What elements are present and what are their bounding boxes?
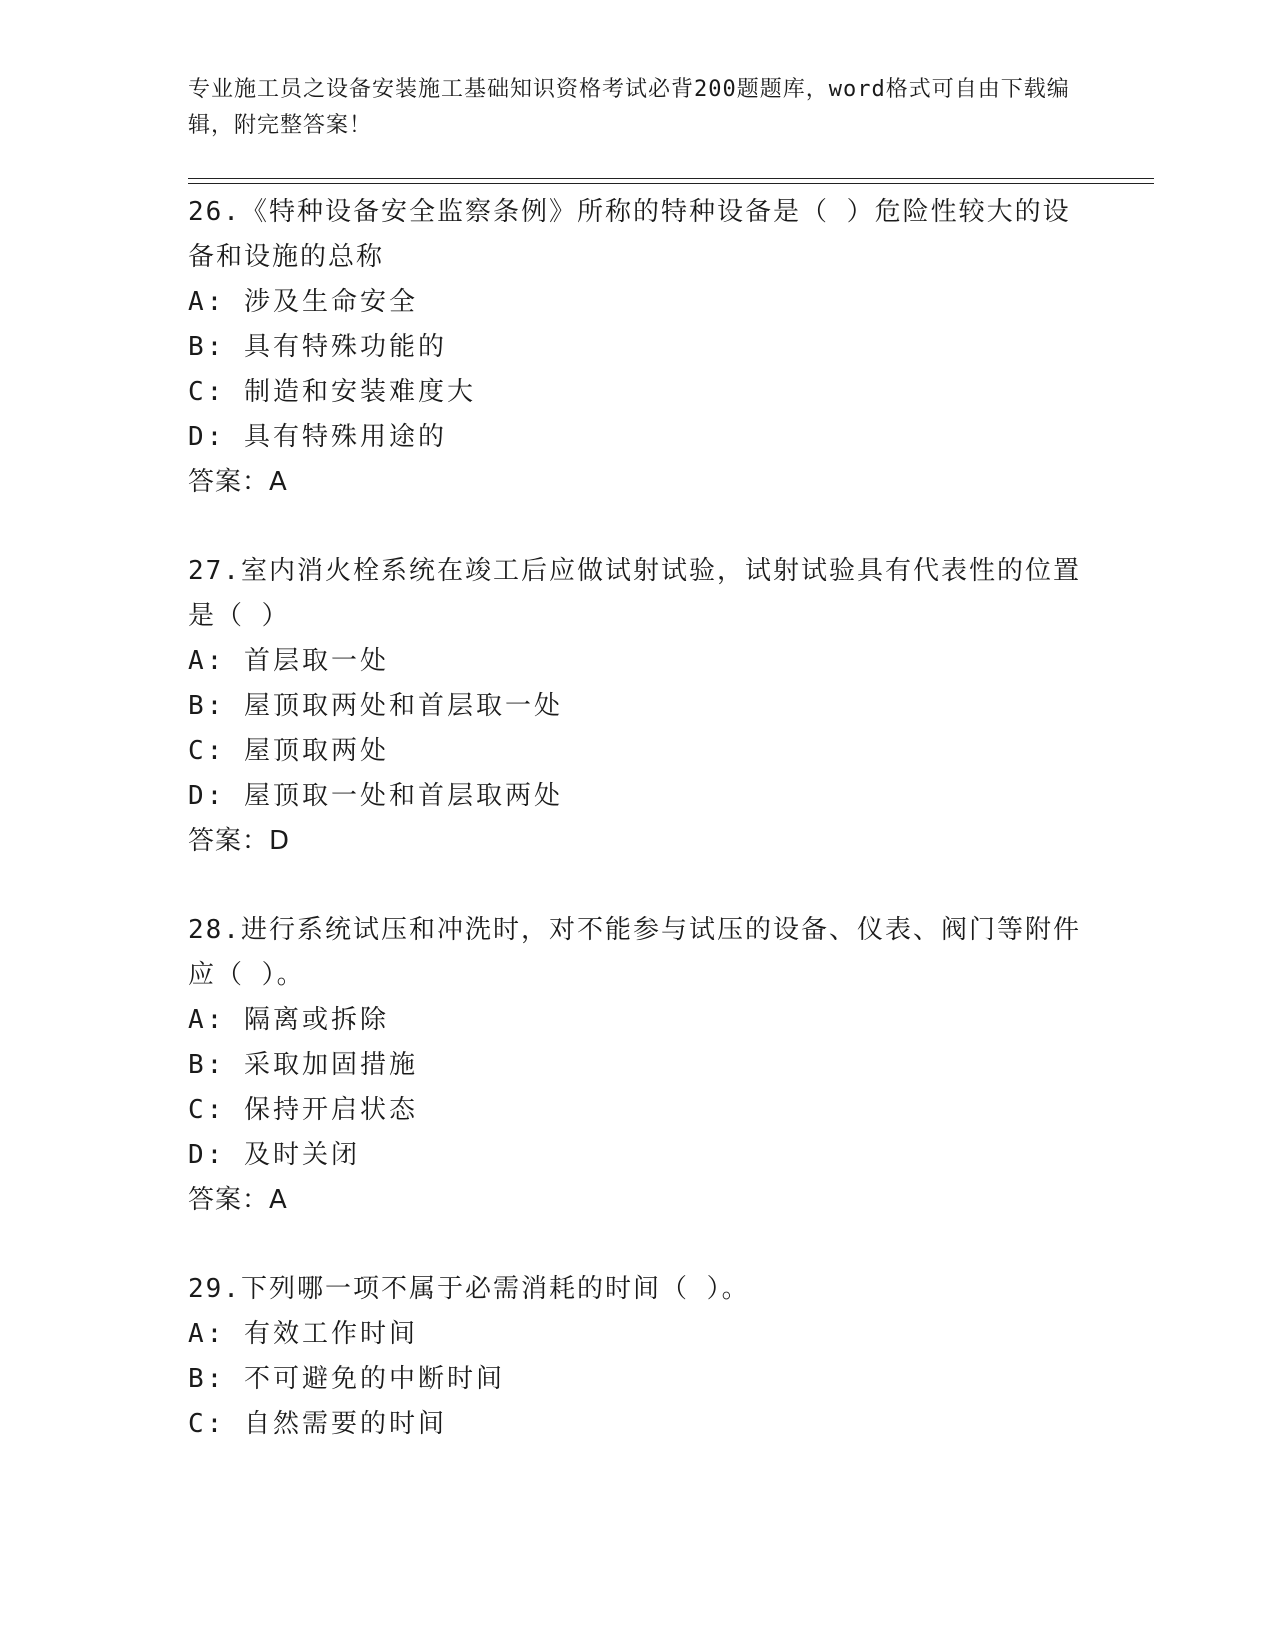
option-a: A: 首层取一处: [188, 646, 389, 676]
question-28: [188, 908, 1088, 1223]
answer-label: 答案：A: [188, 1185, 288, 1215]
header-divider-top: [188, 178, 1154, 179]
question-29: [188, 1267, 1088, 1447]
document-header: 专业施工员之设备安装施工基础知识资格考试必背200题题库，word格式可自由下载编辑，附完整答案！: [188, 77, 1070, 138]
option-c: C: 屋顶取两处: [188, 736, 389, 766]
option-a: A: 有效工作时间: [188, 1319, 418, 1349]
question-stem: 27.室内消火栓系统在竣工后应做试射试验，试射试验具有代表性的位置是（ ）: [188, 556, 1081, 631]
question-list: [188, 190, 1088, 1491]
question-26: [188, 190, 1088, 505]
option-c: C: 保持开启状态: [188, 1095, 418, 1125]
option-b: B: 具有特殊功能的: [188, 332, 447, 362]
option-c: C: 自然需要的时间: [188, 1409, 447, 1439]
question-stem: 28.进行系统试压和冲洗时，对不能参与试压的设备、仪表、阀门等附件应（ ）。: [188, 915, 1081, 990]
option-a: A: 涉及生命安全: [188, 287, 418, 317]
option-b: B: 不可避免的中断时间: [188, 1364, 505, 1394]
option-a: A: 隔离或拆除: [188, 1005, 389, 1035]
question-27: [188, 549, 1088, 864]
question-stem: 26.《特种设备安全监察条例》所称的特种设备是（ ）危险性较大的设备和设施的总称: [188, 197, 1071, 272]
option-b: B: 采取加固措施: [188, 1050, 418, 1080]
option-d: D: 具有特殊用途的: [188, 422, 447, 452]
option-d: D: 及时关闭: [188, 1140, 360, 1170]
answer-label: 答案：A: [188, 467, 288, 497]
option-d: D: 屋顶取一处和首层取两处: [188, 781, 563, 811]
option-c: C: 制造和安装难度大: [188, 377, 476, 407]
answer-label: 答案：D: [188, 826, 291, 856]
header-divider-bottom: [188, 183, 1154, 184]
question-stem: 29.下列哪一项不属于必需消耗的时间（ ）。: [188, 1274, 750, 1304]
option-b: B: 屋顶取两处和首层取一处: [188, 691, 563, 721]
